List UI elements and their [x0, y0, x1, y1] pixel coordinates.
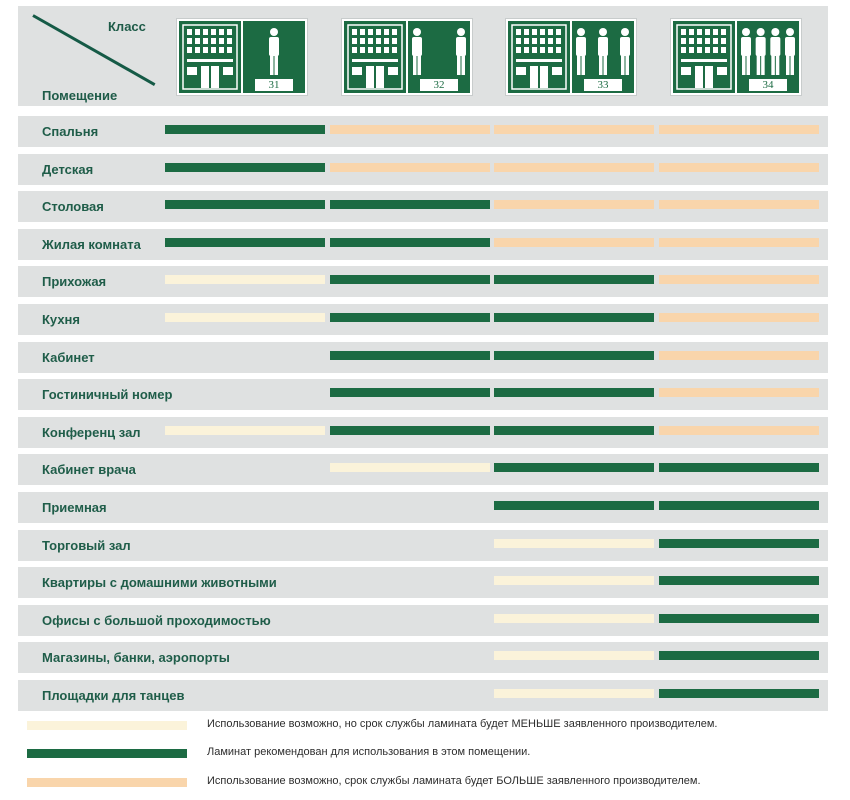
suitability-bar-recommended [494, 313, 654, 322]
table-row [18, 304, 828, 335]
suitability-bar-recommended [330, 200, 490, 209]
room-label: Конференц зал [42, 424, 141, 440]
suitability-bar-recommended [330, 351, 490, 360]
suitability-bar-more [659, 426, 819, 435]
room-label: Квартиры с домашними животными [42, 575, 277, 591]
room-label: Жилая комната [42, 236, 141, 252]
table-row [18, 342, 828, 373]
suitability-bar-recommended [659, 689, 819, 698]
suitability-bar-more [494, 125, 654, 134]
room-label: Прихожая [42, 274, 107, 290]
suitability-bar-less [330, 463, 490, 472]
suitability-bar-recommended [494, 463, 654, 472]
class-33-icon [505, 18, 637, 96]
class-axis-label: Класс [108, 19, 146, 34]
legend-text-more: Использование возможно, срок службы ламината будет БОЛЬШЕ заявленного производителем. [207, 775, 701, 787]
suitability-bar-more [659, 388, 819, 397]
suitability-bar-recommended [330, 238, 490, 247]
class-32-icon [341, 18, 473, 96]
legend-swatch-more [27, 778, 187, 787]
suitability-bar-more [659, 200, 819, 209]
suitability-bar-recommended [494, 501, 654, 510]
suitability-bar-recommended [494, 275, 654, 284]
suitability-bar-less [494, 651, 654, 660]
suitability-bar-less [165, 275, 325, 284]
suitability-bar-recommended [165, 200, 325, 209]
table-row [18, 530, 828, 561]
suitability-bar-less [494, 576, 654, 585]
legend-swatch-recommended [27, 749, 187, 758]
room-label: Спальня [42, 124, 99, 139]
table-row [18, 680, 828, 711]
suitability-bar-recommended [659, 501, 819, 510]
room-axis-label: Помещение [42, 88, 118, 103]
suitability-bar-recommended [494, 426, 654, 435]
room-label: Кабинет врача [42, 462, 136, 478]
suitability-bar-recommended [494, 388, 654, 397]
suitability-bar-recommended [165, 163, 325, 172]
suitability-bar-recommended [330, 275, 490, 284]
table-row [18, 116, 828, 147]
suitability-bar-more [494, 200, 654, 209]
room-label: Гостиничный номер [42, 387, 173, 403]
table-row [18, 379, 828, 410]
suitability-bar-more [659, 163, 819, 172]
suitability-bar-less [494, 614, 654, 623]
table-row [18, 605, 828, 636]
suitability-bar-more [659, 125, 819, 134]
room-label: Офисы с большой проходимостью [42, 612, 271, 628]
table-row [18, 191, 828, 222]
suitability-bar-recommended [659, 576, 819, 585]
suitability-bar-recommended [659, 539, 819, 548]
table-row [18, 417, 828, 448]
suitability-bar-recommended [330, 313, 490, 322]
suitability-bar-recommended [330, 388, 490, 397]
class-31-number: 31 [268, 79, 280, 91]
table-row [18, 229, 828, 260]
suitability-bar-more [330, 125, 490, 134]
legend-swatch-less [27, 721, 187, 730]
suitability-bar-recommended [494, 351, 654, 360]
class-34-number: 34 [762, 79, 774, 91]
class-31-icon [176, 18, 308, 96]
table-row [18, 454, 828, 485]
legend-text-recommended: Ламинат рекомендован для использования в этом помещении. [207, 746, 531, 758]
suitability-bar-less [494, 539, 654, 548]
room-label: Кабинет [42, 349, 95, 365]
suitability-bar-more [494, 238, 654, 247]
suitability-bar-recommended [165, 125, 325, 134]
suitability-bar-more [659, 351, 819, 360]
suitability-bar-more [330, 163, 490, 172]
suitability-bar-more [659, 238, 819, 247]
room-label: Магазины, банки, аэропорты [42, 650, 230, 666]
table-row [18, 492, 828, 523]
class-32-number: 32 [433, 79, 445, 91]
room-label: Детская [42, 161, 94, 177]
suitability-bar-recommended [330, 426, 490, 435]
suitability-bar-recommended [659, 614, 819, 623]
room-label: Площадки для танцев [42, 688, 185, 703]
room-label: Торговый зал [42, 537, 131, 553]
table-row [18, 154, 828, 185]
suitability-bar-recommended [165, 238, 325, 247]
suitability-bar-less [494, 689, 654, 698]
suitability-bar-more [659, 313, 819, 322]
room-label: Кухня [42, 312, 80, 327]
class-34-icon [670, 18, 802, 96]
suitability-bar-more [494, 163, 654, 172]
suitability-bar-more [659, 275, 819, 284]
suitability-bar-less [165, 313, 325, 322]
class-33-number: 33 [597, 79, 609, 91]
legend-text-less: Использование возможно, но срок службы ламината будет МЕНЬШЕ заявленного производителем. [207, 718, 718, 730]
suitability-bar-recommended [659, 463, 819, 472]
room-label: Приемная [42, 500, 107, 515]
table-row [18, 642, 828, 673]
table-row [18, 266, 828, 297]
suitability-bar-recommended [659, 651, 819, 660]
room-label: Столовая [42, 199, 104, 215]
suitability-bar-less [165, 426, 325, 435]
table-row [18, 567, 828, 598]
